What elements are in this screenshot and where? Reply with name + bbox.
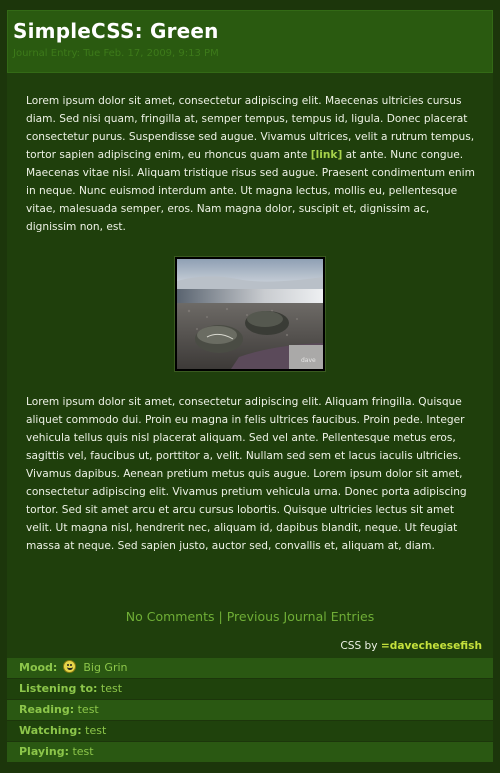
meta-mood [7, 658, 493, 678]
reading-value: test [77, 703, 99, 716]
mood-value: Big Grin [83, 661, 128, 674]
mood-label: Mood: [19, 661, 58, 674]
entry-date: Journal Entry: Tue Feb. 17, 2009, 9:13 PM [13, 48, 219, 59]
page-title: SimpleCSS: Green [13, 19, 219, 43]
links-separator: | [218, 609, 223, 624]
author-link[interactable]: =davecheesefish [380, 640, 482, 652]
entry-photo[interactable] [175, 257, 325, 371]
watching-label: Watching: [19, 724, 82, 737]
meta-watching [7, 721, 493, 741]
watching-value: test [85, 724, 107, 737]
meta-reading [7, 700, 493, 720]
inline-link[interactable]: [link] [310, 149, 343, 161]
meta-listening [7, 679, 493, 699]
image-watermark: dave [301, 357, 316, 364]
entry-body [7, 73, 493, 658]
comments-link[interactable]: No Comments [125, 609, 215, 624]
entry-paragraph-1 [26, 92, 478, 236]
meta-playing [7, 742, 493, 762]
big-grin-icon [63, 660, 76, 673]
playing-label: Playing: [19, 745, 69, 758]
previous-entries-link[interactable]: Previous Journal Entries [226, 609, 375, 624]
journal-header [7, 10, 493, 73]
listening-value: test [100, 682, 123, 695]
listening-label: Listening to: [19, 682, 98, 695]
playing-value: test [72, 745, 94, 758]
paragraph-text: at ante. Nunc congue. Maecenas vitae nisi. Aliquam tristique risus sed augue. Praesent condimentum enim in neque. Nunc euismod interdum ante. Ut magna lectus, mollis eu, pellentesque vitae, malesuada semper, eros. Nam magna dolor, suscipit et, dignissim ac, dignissim non, est. [26, 149, 475, 233]
entry-paragraph-2: Lorem ipsum dolor sit amet, consectetur adipiscing elit. Aliquam fringilla. Quisque aliquet commodo dui. Proin eu magna in felis ultrices faucibus. Proin pede. Integer vehicula tellus quis nisl placerat aliquam. Sed vel ante. Pellentesque metus eros, sagittis vel, faucibus ut, porttitor a, velit. Nullam sed sem et lacus iaculis ultricies. Vivamus dapibus. Aenean pretium metus quis augue. Lorem ipsum dolor sit amet, consectetur adipiscing elit. Vivamus pretium vehicula urna. Donec porta adipiscing tortor. Sed sit amet arcu et arcu cursus lobortis. Quisque ultricies lectus sit amet velit. Ut magna nisl, hendrerit nec, aliquam id, dapibus blandit, neque. Ut feugiat massa at neque. Sed sapien justo, auctor sed, convallis et, aliquam at, diam. [26, 396, 467, 552]
css-credit [340, 640, 482, 652]
paragraph-text: Lorem ipsum dolor sit amet, consectetur adipiscing elit. Maecenas ultricies cursus diam. Sed nisi quam, fringilla at, semper tempus, tempus id, ligula. Donec placerat consectetur purus. Suspendisse sed augue. Vivamus ultrices, velit a rutrum tempus, tortor sapien adipiscing enim, eu rhoncus quam ante [26, 95, 475, 161]
credit-prefix: CSS by [340, 640, 381, 652]
entry-links [7, 609, 493, 624]
reading-label: Reading: [19, 703, 75, 716]
